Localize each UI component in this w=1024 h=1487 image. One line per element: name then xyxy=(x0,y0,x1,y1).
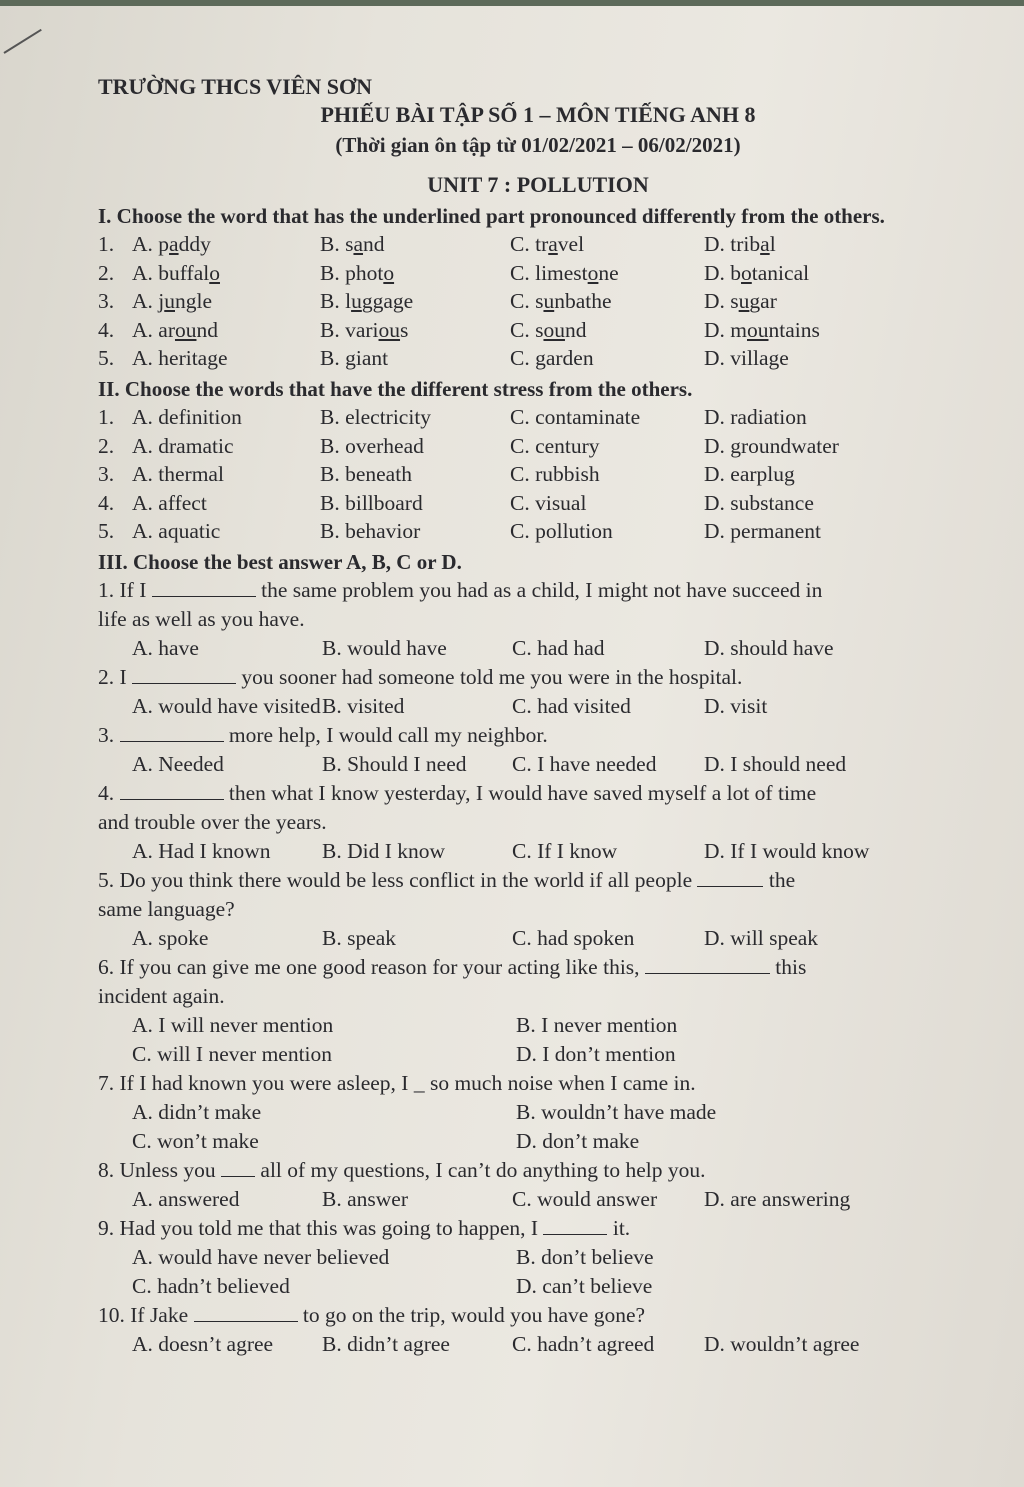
option-c: C. limestone xyxy=(510,260,619,285)
option-c: C. If I know xyxy=(512,838,618,863)
option-b: B. overhead xyxy=(320,433,424,458)
question-text-cont: the same problem you had as a child, I might not have succeed in xyxy=(261,577,823,602)
option-c: C. will I never mention xyxy=(132,1041,333,1066)
question-number: 4. xyxy=(98,490,115,515)
option-a: A. heritage xyxy=(132,346,228,371)
option-c: C. rubbish xyxy=(510,462,600,487)
worksheet xyxy=(98,74,978,1359)
option-d: D. permanent xyxy=(704,519,822,544)
option-a: A. spoke xyxy=(132,925,209,950)
question-number: 1. xyxy=(98,232,115,256)
question-text: 5. Do you think there would be less conflict in the world if all people xyxy=(98,867,693,892)
answer-options xyxy=(98,1127,978,1156)
question-text: 10. If Jake xyxy=(98,1302,189,1327)
option-d: D. If I would know xyxy=(704,838,870,863)
option-d: D. tribal xyxy=(704,232,776,256)
option-c: C. pollution xyxy=(510,519,613,544)
question-stem xyxy=(98,779,978,808)
underlined-part: g xyxy=(345,346,356,371)
option-a: A. thermal xyxy=(132,462,224,487)
option-d: D. mountains xyxy=(704,317,820,342)
question-stem xyxy=(98,1301,978,1330)
question-text: 4. xyxy=(98,780,115,805)
question-number: 5. xyxy=(98,519,115,544)
question-stem xyxy=(98,1214,978,1243)
option-c: C. garden xyxy=(510,346,594,371)
option-a: A. paddy xyxy=(132,232,211,256)
question-text-cont: more help, I would call my neighbor. xyxy=(228,722,548,747)
option-a: A. dramatic xyxy=(132,433,234,458)
option-d: D. I don’t mention xyxy=(516,1041,676,1066)
question-stem xyxy=(98,576,978,605)
option-d: D. are answering xyxy=(704,1186,851,1211)
option-c: C. won’t make xyxy=(132,1128,259,1153)
underlined-part: ou xyxy=(378,317,401,342)
stress-row xyxy=(98,517,978,546)
answer-blank xyxy=(152,578,256,597)
question-text-cont: the xyxy=(768,867,796,892)
option-b: B. billboard xyxy=(320,490,423,515)
question-text: 9. Had you told me that this was going to happen, I xyxy=(98,1215,539,1240)
question-text-cont: all of my questions, I can’t do anything to help you. xyxy=(260,1157,706,1182)
underlined-part: a xyxy=(169,232,179,256)
option-c: C. travel xyxy=(510,232,585,256)
question-stem xyxy=(98,663,978,692)
option-a: A. doesn’t agree xyxy=(132,1331,274,1356)
question-stem xyxy=(98,1069,978,1098)
underlined-part: ou xyxy=(174,317,197,342)
pronunciation-row xyxy=(98,316,978,345)
question-stem xyxy=(98,721,978,750)
option-a: A. buffalo xyxy=(132,260,220,285)
question-text: 1. If I xyxy=(98,577,147,602)
option-b: B. visited xyxy=(322,693,405,718)
pronunciation-row xyxy=(98,287,978,316)
option-c: C. I have needed xyxy=(512,751,657,776)
answer-options xyxy=(98,692,978,721)
option-b: B. Did I know xyxy=(322,838,446,863)
question-number: 2. xyxy=(98,433,115,458)
answer-options xyxy=(98,750,978,779)
question-text-cont: you sooner had someone told me you were in the hospital. xyxy=(241,664,743,689)
question-text: 8. Unless you xyxy=(98,1157,216,1182)
answer-blank xyxy=(120,781,224,800)
option-c: C. hadn’t believed xyxy=(132,1273,290,1298)
section-2-title: II. Choose the words that have the different stress from the others. xyxy=(98,376,693,401)
option-d: D. should have xyxy=(704,635,834,660)
stress-row xyxy=(98,460,978,489)
underlined-part: o xyxy=(383,260,395,285)
question-text: 3. xyxy=(98,722,115,747)
option-c: C. contaminate xyxy=(510,404,641,429)
question-number: 2. xyxy=(98,260,115,285)
option-a: A. answered xyxy=(132,1186,240,1211)
pronunciation-row xyxy=(98,230,978,259)
option-a: A. Needed xyxy=(132,751,224,776)
underlined-part: o xyxy=(587,260,599,285)
answer-options xyxy=(98,1011,978,1040)
answer-blank xyxy=(645,955,770,974)
question-continuation: life as well as you have. xyxy=(98,606,305,631)
option-b: B. wouldn’t have made xyxy=(516,1099,717,1124)
underlined-part: ou xyxy=(747,317,769,342)
option-b: B. various xyxy=(320,317,409,342)
option-b: B. electricity xyxy=(320,404,432,429)
option-d: D. don’t make xyxy=(516,1128,640,1153)
underlined-part: g xyxy=(207,346,218,371)
option-b: B. speak xyxy=(322,925,397,950)
section-1-title: I. Choose the word that has the underlined part pronounced differently from the others. xyxy=(98,204,885,228)
underlined-part: u xyxy=(738,289,750,314)
option-a: A. affect xyxy=(132,490,207,515)
option-d: D. visit xyxy=(704,693,768,718)
underlined-part: a xyxy=(548,232,558,256)
option-b: B. answer xyxy=(322,1186,408,1211)
underlined-part: u xyxy=(351,289,362,314)
option-c: C. had spoken xyxy=(512,925,635,950)
question-stem xyxy=(98,1156,978,1185)
option-c: C. hadn’t agreed xyxy=(512,1331,655,1356)
section-3-title: III. Choose the best answer A, B, C or D. xyxy=(98,549,462,574)
question-stem xyxy=(98,953,978,982)
question-stem xyxy=(98,866,978,895)
answer-options xyxy=(98,1040,978,1069)
option-b: B. don’t believe xyxy=(516,1244,654,1269)
option-d: D. sugar xyxy=(704,289,777,314)
answer-blank xyxy=(132,665,236,684)
option-a: A. I will never mention xyxy=(132,1012,334,1037)
stress-row xyxy=(98,432,978,461)
stress-row xyxy=(98,403,978,432)
stress-row xyxy=(98,489,978,518)
option-d: D. wouldn’t agree xyxy=(704,1331,860,1356)
question-number: 3. xyxy=(98,462,115,487)
option-d: D. groundwater xyxy=(704,433,839,458)
question-continuation: incident again. xyxy=(98,983,225,1008)
option-b: B. would have xyxy=(322,635,447,660)
option-a: A. jungle xyxy=(132,289,213,314)
option-a: A. would have never believed xyxy=(132,1244,390,1269)
option-d: D. will speak xyxy=(704,925,819,950)
underlined-part: a xyxy=(353,232,364,256)
option-c: C. had visited xyxy=(512,693,631,718)
underlined-part: u xyxy=(543,289,555,314)
answer-options xyxy=(98,1243,978,1272)
pronunciation-row xyxy=(98,344,978,373)
answer-blank xyxy=(120,723,224,742)
underlined-part: o xyxy=(741,260,752,285)
answer-options xyxy=(98,837,978,866)
option-a: A. around xyxy=(132,317,218,342)
option-b: B. didn’t agree xyxy=(322,1331,450,1356)
question-text: 2. I xyxy=(98,664,127,689)
underlined-part: g xyxy=(768,346,780,371)
underlined-part: g xyxy=(535,346,546,371)
underlined-part: a xyxy=(760,232,770,256)
option-b: B. behavior xyxy=(320,519,421,544)
option-c: C. sound xyxy=(510,317,587,342)
question-continuation: same language? xyxy=(98,896,235,921)
option-a: A. would have visited xyxy=(132,693,321,718)
answer-options xyxy=(98,1098,978,1127)
date-range: (Thời gian ôn tập từ 01/02/2021 – 06/02/2021) xyxy=(335,133,741,157)
unit-title: UNIT 7 : POLLUTION xyxy=(427,172,649,197)
underlined-part: ou xyxy=(543,317,565,342)
underlined-part: o xyxy=(209,260,220,285)
answer-options xyxy=(98,1272,978,1301)
option-d: D. village xyxy=(704,346,789,371)
underlined-part: u xyxy=(164,289,175,314)
answer-options xyxy=(98,1330,978,1359)
section-2-list xyxy=(98,403,978,546)
school-name: TRƯỜNG THCS VIÊN SƠN xyxy=(98,74,373,99)
question-text-cont: it. xyxy=(612,1215,631,1240)
question-text-cont: then what I know yesterday, I would have saved myself a lot of time xyxy=(228,780,817,805)
option-a: A. aquatic xyxy=(132,519,221,544)
answer-blank xyxy=(543,1216,607,1235)
answer-blank xyxy=(194,1303,298,1322)
option-b: B. I never mention xyxy=(516,1012,678,1037)
question-text-cont: to go on the trip, would you have gone? xyxy=(302,1302,646,1327)
option-b: B. luggage xyxy=(320,289,414,314)
option-d: D. radiation xyxy=(704,404,807,429)
answer-blank xyxy=(697,868,763,887)
answer-blank xyxy=(221,1158,255,1177)
question-number: 3. xyxy=(98,289,115,314)
question-number: 1. xyxy=(98,404,115,429)
option-b: B. giant xyxy=(320,346,389,371)
option-c: C. visual xyxy=(510,490,587,515)
answer-options xyxy=(98,634,978,663)
option-d: D. I should need xyxy=(704,751,847,776)
section-3-list xyxy=(98,576,978,1359)
question-number: 5. xyxy=(98,346,115,371)
answer-options xyxy=(98,1185,978,1214)
option-a: A. didn’t make xyxy=(132,1099,262,1124)
option-c: C. would answer xyxy=(512,1186,658,1211)
question-text-cont: this xyxy=(775,954,807,979)
option-d: D. botanical xyxy=(704,260,810,285)
answer-options xyxy=(98,924,978,953)
option-b: B. beneath xyxy=(320,462,412,487)
option-a: A. Had I known xyxy=(132,838,271,863)
pronunciation-row xyxy=(98,259,978,288)
worksheet-title: PHIẾU BÀI TẬP SỐ 1 – MÔN TIẾNG ANH 8 xyxy=(320,102,756,127)
option-b: B. photo xyxy=(320,260,395,285)
option-c: C. sunbathe xyxy=(510,289,612,314)
question-text: 6. If you can give me one good reason for your acting like this, xyxy=(98,954,640,979)
pen-mark xyxy=(3,29,41,54)
option-b: B. Should I need xyxy=(322,751,467,776)
top-edge-strip xyxy=(0,0,1024,6)
option-d: D. can’t believe xyxy=(516,1273,653,1298)
option-b: B. sand xyxy=(320,232,385,256)
question-number: 4. xyxy=(98,317,115,342)
question-text: 7. If I had known you were asleep, I _ so much noise when I came in. xyxy=(98,1070,696,1095)
option-c: C. century xyxy=(510,433,600,458)
option-a: A. definition xyxy=(132,404,242,429)
option-a: A. have xyxy=(132,635,199,660)
option-d: D. substance xyxy=(704,490,814,515)
question-continuation: and trouble over the years. xyxy=(98,809,327,834)
section-1-list xyxy=(98,230,978,373)
option-c: C. had had xyxy=(512,635,605,660)
option-d: D. earplug xyxy=(704,462,795,487)
